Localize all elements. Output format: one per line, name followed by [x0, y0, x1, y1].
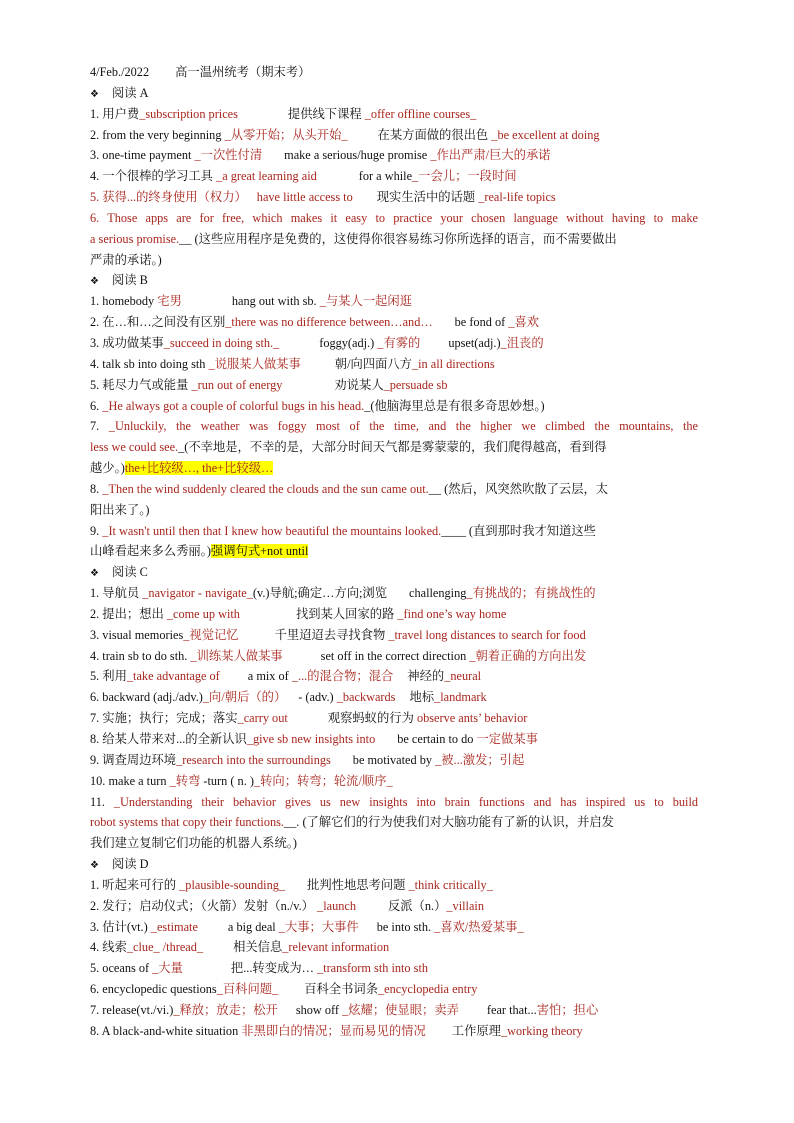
- reading-c-line-10: 10. make a turn _转弯 -turn ( n. )_转向；转弯；轮流/顺序_: [90, 773, 393, 788]
- bullet-icon: ❖: [90, 568, 99, 580]
- reading-d-line-8: 8. A black-and-white situation 非黑即白的情况；显而易见的情况 工作原理_working theory: [90, 1023, 583, 1038]
- reading-b-line-6: 6. _He always got a couple of colorful bugs in his head._(他脑海里总是有很多奇思妙想。): [90, 398, 545, 413]
- reading-c-line-9: 9. 调查周边环境_research into the surroundings be motivated by _被...激发；引起: [90, 752, 525, 767]
- reading-a-line-5: 5. 获得...的终身使用（权力） have little access to 现实生活中的话题 _real-life topics: [90, 190, 556, 205]
- reading-c-line-11b: robot systems that copy their functions.__. (了解它们的行为使我们对大脑功能有了新的认识，并启发: [90, 815, 614, 830]
- reading-a-line-1: 1. 用户费_subscription prices 提供线下课程 _offer offline courses_: [90, 106, 477, 121]
- reading-c-line-8: 8. 给某人带来对...的全新认识_give sb new insights into be certain to do 一定做某事: [90, 732, 538, 746]
- reading-b-line-9b: 山峰看起来多么秀丽。)强调句式+not until: [90, 544, 309, 559]
- reading-b-line-8b: 阳出来了。): [90, 502, 150, 517]
- reading-d-line-1: 1. 听起来可行的 _plausible-sounding_ 批判性地思考问题 _think critically_: [90, 877, 493, 892]
- highlight-note: the+比较级…, the+比较级…: [124, 461, 274, 476]
- reading-d-line-6: 6. encyclopedic questions_百科问题_ 百科全书词条_encyclopedia entry: [90, 982, 478, 997]
- reading-c-line-3: 3. visual memories_视觉记忆 千里迢迢去寻找食物 _travel long distances to search for food: [90, 627, 586, 642]
- reading-b-line-8: 8. _Then the wind suddenly cleared the clouds and the sun came out.__ (然后，风突然吹散了云层，太: [90, 481, 609, 496]
- section-heading-d: ❖ 阅读 D: [90, 854, 698, 875]
- reading-a-line-6: 6. Those apps are for free, which makes it easy to practice your chosen language without having to make: [90, 210, 698, 225]
- reading-c-line-1: 1. 导航员 _navigator - navigate_(v.)导航;确定…方向;浏览 challenging_有挑战的；有挑战性的: [90, 586, 596, 601]
- bullet-icon: ❖: [90, 88, 99, 100]
- section-heading-a: ❖ 阅读 A: [90, 83, 698, 104]
- reading-b-line-9: 9. _It wasn't until then that I knew how beautiful the mountains looked.____ (直到那时我才知道这些: [90, 523, 596, 538]
- section-heading-c: ❖ 阅读 C: [90, 562, 698, 583]
- reading-a-line-6c: 严肃的承诺。): [90, 252, 162, 267]
- reading-d-line-3: 3. 估计(vt.) _estimate a big deal _大事；大事件 be into sth. _喜欢/热爱某事_: [90, 919, 524, 934]
- reading-c-line-11c: 我们建立复制它们功能的机器人系统。): [90, 836, 297, 851]
- bullet-icon: ❖: [90, 276, 99, 288]
- reading-d-line-4: 4. 线索_clue_ /thread_ 相关信息_relevant information: [90, 940, 390, 955]
- reading-c-line-4: 4. train sb to do sth. _训练某人做某事 set off in the correct direction _朝着正确的方向出发: [90, 648, 587, 663]
- reading-b-line-7c: 越少。)the+比较级…, the+比较级…: [90, 461, 274, 476]
- reading-b-line-7: 7. _Unluckily, the weather was foggy most of the time, and the higher we climbed the mountains, the: [90, 419, 698, 434]
- reading-b-line-3: 3. 成功做某事_succeed in doing sth._ foggy(adj.) _有雾的 upset(adj.)_沮丧的: [90, 335, 544, 350]
- document-content: [90, 62, 698, 1042]
- bullet-icon: ❖: [90, 860, 99, 872]
- reading-d-line-5: 5. oceans of _大量 把...转变成为… _transform sth into sth: [90, 961, 429, 976]
- reading-b-line-2: 2. 在…和…之间没有区别_there was no difference between…and… be fond of _喜欢: [90, 315, 540, 330]
- reading-d-line-7: 7. release(vt./vi.)_释放；放走；松开 show off _炫耀；使显眼；卖弄 fear that...害怕；担心: [90, 1002, 599, 1017]
- highlight-note: 强调句式+not until: [210, 544, 309, 559]
- header-line: [90, 62, 698, 83]
- reading-b-line-4: 4. talk sb into doing sth _说服某人做某事 朝/向四面八方_in all directions: [90, 356, 495, 371]
- reading-d-line-2: 2. 发行；启动仪式；（火箭）发射（n./v.） _launch 反派（n.）_villain: [90, 898, 484, 913]
- reading-c-line-5: 5. 利用_take advantage of a mix of _...的混合物；混合 神经的_neural: [90, 669, 482, 684]
- reading-a-line-2: 2. from the very beginning _从零开始；从头开始_ 在某方面做的很出色 _be excellent at doing: [90, 127, 600, 142]
- section-heading-b: ❖ 阅读 B: [90, 270, 698, 291]
- reading-c-line-7: 7. 实施；执行；完成；落实_carry out 观察蚂蚁的行为 observe ants’ behavior: [90, 711, 528, 726]
- reading-b-line-1: 1. homebody 宅男 hang out with sb. _与某人一起闲逛: [90, 294, 412, 309]
- reading-a-line-3: 3. one-time payment _一次性付清 make a serious/huge promise _作出严肃/巨大的承诺: [90, 148, 551, 163]
- reading-c-line-11: 11. _Understanding their behavior gives us new insights into brain functions and has inspired us to build: [90, 794, 698, 809]
- reading-c-line-6: 6. backward (adj./adv.)_向/朝后（的） - (adv.) _backwards 地标_landmark: [90, 690, 487, 705]
- reading-a-line-6b: a serious promise.__ (这些应用程序是免费的，这使得你很容易练习你所选择的语言，而不需要做出: [90, 231, 617, 246]
- reading-a-line-4: 4. 一个很棒的学习工具 _a great learning aid for a while_一会儿；一段时间: [90, 169, 517, 184]
- reading-c-line-2: 2. 提出；想出 _come up with 找到某人回家的路 _find one’s way home: [90, 606, 507, 621]
- reading-b-line-5: 5. 耗尽力气或能量 _run out of energy 劝说某人_persuade sb: [90, 377, 448, 392]
- reading-b-line-7b: less we could see._(不幸地是，不幸的是，大部分时间天气都是雾蒙蒙的，我们爬得越高，看到得: [90, 440, 607, 455]
- header-title: 高一温州统考（期末考）: [175, 65, 311, 79]
- header-date: 4/Feb./2022: [90, 65, 150, 79]
